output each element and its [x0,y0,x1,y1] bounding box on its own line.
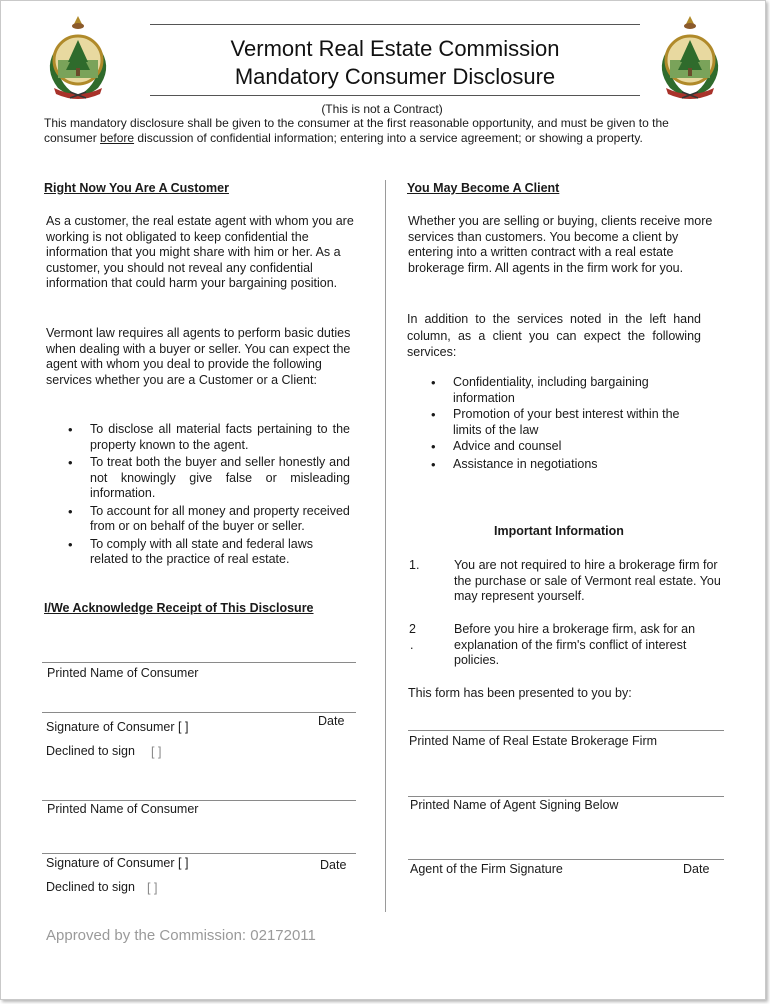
date-label-2: Date [320,858,347,872]
customer-paragraph-1: As a customer, the real estate agent with whom you are working is not obligated to keep confidential the information that you might share with him or her. As a customer, you should not reveal any confidential information that could harm your bargaining position. [46,214,354,290]
intro-line-1: This mandatory disclosure shall be given to the consumer at the first reasonable opportunity, and must be given to the [44,116,669,130]
list-item: • Confidentiality, including bargaining information [431,375,701,406]
consumer-name-line-2[interactable] [42,800,356,801]
firm-name-line[interactable] [408,730,724,731]
agent-name-label: Printed Name of Agent Signing Below [410,798,619,812]
list-item: • To comply with all state and federal laws related to the practice of real estate. [68,537,350,568]
approved-footer: Approved by the Commission: 02172011 [46,927,316,944]
intro-emphasis: before [100,131,135,145]
client-services-list [431,375,701,472]
agent-date-label: Date [683,862,710,876]
title-bottom-rule [150,95,640,96]
firm-name-label: Printed Name of Real Estate Brokerage Firm [409,734,658,748]
printed-name-label-1: Printed Name of Consumer [47,666,199,680]
client-paragraph-2: In addition to the services noted in the left hand column, as a client you can expect the following services: [407,312,701,359]
seal-graphic [50,16,106,99]
client-paragraph-1: Whether you are selling or buying, clients receive more services than customers. You become a client by entering into a written contract with a real estate brokerage firm. All agents in the firm work for you. [408,214,713,275]
basic-duties-list [68,422,350,568]
item-1-text: You are not required to hire a brokerage firm for the purchase or sale of Vermont real estate. You may represent yourself. [454,558,721,603]
title-line-2: Mandatory Consumer Disclosure [234,64,556,89]
item-2-text: Before you hire a brokerage firm, ask for an explanation of the firm's conflict of interest policies. [454,622,696,667]
customer-paragraph-2: Vermont law requires all agents to perform basic duties when dealing with a buyer or seller. You can expect the agent with whom you deal to provide the following services whether you are a Customer or a Client: [46,326,351,387]
not-contract-note: (This is not a Contract) [321,102,443,116]
agent-name-line[interactable] [408,796,724,797]
list-item: • Assistance in negotiations [431,457,701,473]
declined-label-2: Declined to sign [46,880,135,894]
signature-label-1: Signature of Consumer [ ] [46,720,189,734]
list-item: • To disclose all material facts pertaining to the property known to the agent. [68,422,350,453]
title-top-rule [150,24,640,25]
agent-signature-label: Agent of the Firm Signature [410,862,563,876]
item-1-number: 1. [409,558,420,572]
agent-signature-line[interactable] [408,859,724,860]
list-item: • To account for all money and property received from or on behalf of the buyer or seller. [68,504,350,535]
list-item: • To treat both the buyer and seller honestly and not knowingly give false or misleading information. [68,455,350,502]
declined-checkbox-2[interactable]: [ ] [147,881,158,895]
list-item: • Advice and counsel [431,439,701,455]
item-2-number: 2 [409,622,416,636]
acknowledge-heading: I/We Acknowledge Receipt of This Disclosure [44,601,314,615]
item-2-dot: . [410,638,414,652]
column-divider [385,180,386,912]
printed-name-label-2: Printed Name of Consumer [47,802,199,816]
presented-by-text: This form has been presented to you by: [408,686,632,700]
customer-heading: Right Now You Are A Customer [44,181,229,195]
consumer-signature-line-2[interactable] [42,853,356,854]
important-heading: Important Information [494,524,624,538]
date-label-1: Date [318,714,345,728]
consumer-signature-line-1[interactable] [42,712,356,713]
vermont-seal-right [652,12,728,100]
declined-label-1: Declined to sign [46,744,135,758]
seal-graphic [662,16,718,99]
consumer-name-line-1[interactable] [42,662,356,663]
title-line-1: Vermont Real Estate Commission [230,36,560,61]
intro-text: consumer [44,131,101,145]
declined-checkbox-1[interactable]: [ ] [151,745,162,759]
signature-label-2: Signature of Consumer [ ] [46,856,189,870]
client-heading: You May Become A Client [407,181,560,195]
intro-text-rest: discussion of confidential information; entering into a service agreement; or showing a property. [134,131,643,145]
vermont-seal-left [40,12,116,100]
list-item: • Promotion of your best interest within the limits of the law [431,407,701,438]
intro-line-2 [44,131,744,145]
